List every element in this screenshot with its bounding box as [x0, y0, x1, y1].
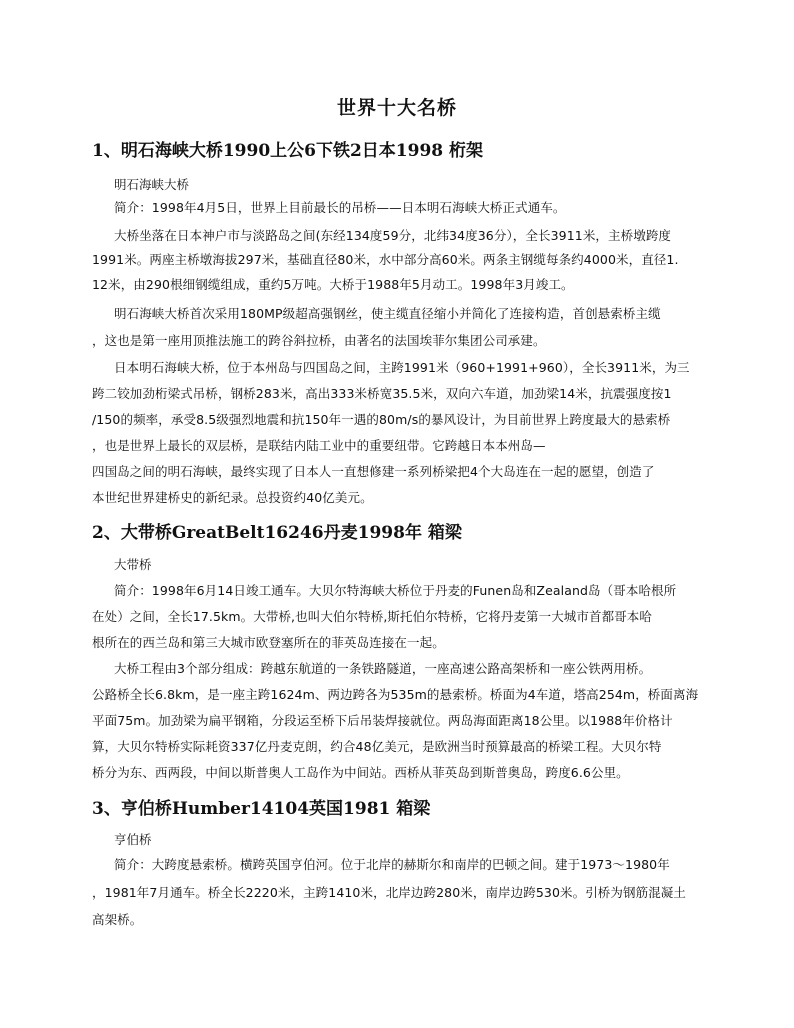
page-title: 世界十大名桥	[336, 97, 457, 119]
section-heading-2: 2、大带桥GreatBelt16246丹麦1998年 箱梁	[92, 523, 462, 543]
paragraph-line: 1991米。两座主桥墩海拔297米，基础直径80米，水中部分高60米。两条主钢缆每条约4000米，直径1.	[92, 252, 679, 267]
paragraph-line: 明石海峡大桥首次采用180MP级超高强钢丝，使主缆直径缩小并简化了连接构造，首创悬索桥主缆	[114, 306, 661, 321]
paragraph-line: 桥分为东、西两段，中间以斯普奥人工岛作为中间站。西桥从菲英岛到斯普奥岛，跨度6.6公里。	[92, 765, 629, 780]
section-heading-1: 1、明石海峡大桥1990上公6下铁2日本1998 桁架	[92, 141, 484, 161]
paragraph-line: 跨二铰加劲桁梁式吊桥，钢桥283米，高出333米桥宽35.5米，双向六车道，加劲梁14米，抗震强度按1	[92, 386, 672, 401]
paragraph-line: 简介：1998年6月14日竣工通车。大贝尔特海峡大桥位于丹麦的Funen岛和Zealand岛（哥本哈根所	[114, 583, 677, 598]
paragraph-line: 本世纪世界建桥史的新纪录。总投资约40亿美元。	[92, 490, 373, 505]
section-heading-3: 3、亨伯桥Humber14104英国1981 箱梁	[92, 799, 431, 819]
paragraph-line: 大桥工程由3个部分组成：跨越东航道的一条铁路隧道，一座高速公路高架桥和一座公铁两用桥。	[114, 661, 652, 676]
paragraph-line: 平面75m。加劲梁为扁平钢箱，分段运至桥下后吊装焊接就位。两岛海面距离18公里。以1988年价格计	[92, 713, 673, 728]
paragraph-line: 高架桥。	[92, 912, 143, 927]
paragraph-line: 在处）之间，全长17.5km。大带桥,也叫大伯尔特桥,斯托伯尔特桥，它将丹麦第一大城市首都哥本哈	[92, 609, 652, 624]
section-subtitle-1: 明石海峡大桥	[114, 177, 190, 192]
section-subtitle-3: 亨伯桥	[114, 832, 152, 847]
paragraph-line: /150的频率，承受8.5级强烈地震和抗150年一遇的80m/s的暴风设计，为目前世界上跨度最大的悬索桥	[92, 412, 671, 427]
paragraph-line: 简介：大跨度悬索桥。横跨英国亨伯河。位于北岸的赫斯尔和南岸的巴顿之间。建于1973～1980年	[114, 857, 670, 872]
paragraph-line: 根所在的西兰岛和第三大城市欧登塞所在的菲英岛连接在一起。	[92, 635, 445, 650]
paragraph-line: ，1981年7月通车。桥全长2220米，主跨1410米，北岸边跨280米，南岸边跨530米。引桥为钢筋混凝土	[92, 885, 687, 900]
paragraph-line: 公路桥全长6.8km，是一座主跨1624m、两边跨各为535m的悬索桥。桥面为4车道，塔高254m，桥面离海	[92, 687, 699, 702]
paragraph-line: 四国岛之间的明石海峡，最终实现了日本人一直想修建一系列桥梁把4个大岛连在一起的愿望，创造了	[92, 464, 655, 479]
paragraph-line: 日本明石海峡大桥，位于本州岛与四国岛之间，主跨1991米（960+1991+960），全长3911米，为三	[114, 360, 690, 375]
paragraph-line: 简介：1998年4月5日，世界上目前最长的吊桥——日本明石海峡大桥正式通车。	[114, 200, 566, 215]
section-subtitle-2: 大带桥	[114, 557, 152, 572]
paragraph-line: 大桥坐落在日本神户市与淡路岛之间(东经134度59分，北纬34度36分），全长3911米，主桥墩跨度	[114, 228, 672, 243]
paragraph-line: ，这也是第一座用顶推法施工的跨谷斜拉桥，由著名的法国埃菲尔集团公司承建。	[92, 333, 546, 348]
paragraph-line: 12米，由290根细钢缆组成，重约5万吨。大桥于1988年5月动工。1998年3月竣工。	[92, 277, 574, 292]
paragraph-line: ，也是世界上最长的双层桥，是联结内陆工业中的重要纽带。它跨越日本本州岛—	[92, 438, 546, 453]
paragraph-line: 算，大贝尔特桥实际耗资337亿丹麦克朗，约合48亿美元，是欧洲当时预算最高的桥梁工程。大贝尔特	[92, 739, 662, 754]
